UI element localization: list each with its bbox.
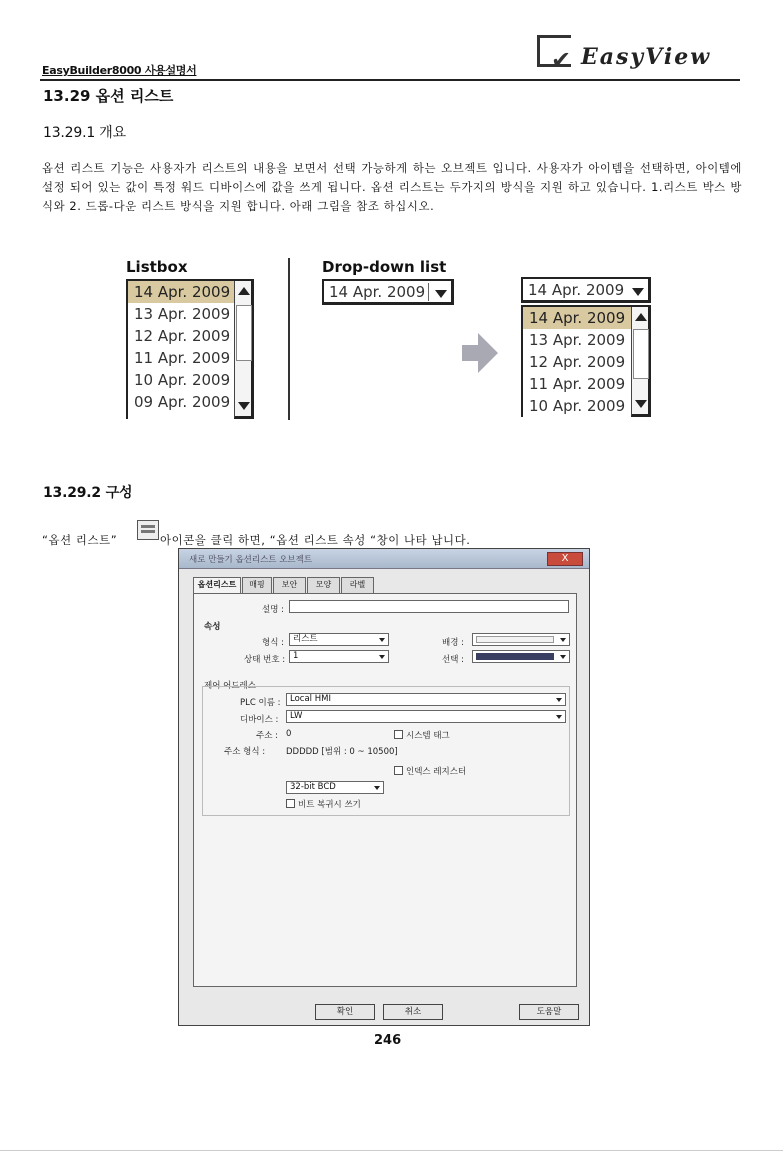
expanded-item: 13 Apr. 2009 xyxy=(529,331,626,349)
bcd-value: 32-bit BCD xyxy=(290,782,336,792)
easyview-logo xyxy=(537,32,722,74)
dropdown-separator xyxy=(428,283,429,301)
select-color-label: 선택 : xyxy=(442,655,464,665)
tab-mapping[interactable]: 매핑 xyxy=(242,577,272,593)
address-format-value: DDDDD [범위 : 0 ~ 10500] xyxy=(286,747,398,757)
state-label: 상태 번호 : xyxy=(244,655,286,665)
attributes-heading: 속성 xyxy=(204,622,221,632)
no-copy-label: 비트 복귀시 쓰기 xyxy=(298,800,361,810)
device-select[interactable] xyxy=(286,710,566,723)
expanded-items xyxy=(523,307,631,417)
help-button[interactable]: 도움말 xyxy=(519,1004,579,1020)
scroll-down-arrow-icon xyxy=(635,400,647,408)
desc-input[interactable] xyxy=(289,600,569,613)
figure-divider xyxy=(288,258,290,420)
state-value: 1 xyxy=(293,651,299,661)
dropdown-label: Drop-down list xyxy=(322,258,447,276)
option-list-dialog xyxy=(178,548,590,1026)
system-tag-label: 시스템 태그 xyxy=(406,731,450,741)
chevron-down-icon xyxy=(374,786,380,790)
expanded-item-selected: 14 Apr. 2009 xyxy=(523,307,631,329)
background-label: 배경 : xyxy=(442,638,464,648)
option-list-icon xyxy=(137,520,159,540)
listbox-item: 10 Apr. 2009 xyxy=(134,371,231,389)
dropdown-arrow-icon xyxy=(435,290,447,298)
plc-label: PLC 이름 : xyxy=(240,698,281,708)
chevron-down-icon xyxy=(379,638,385,642)
listbox-items xyxy=(128,281,236,413)
dropdown-example xyxy=(322,279,454,305)
dropdown-value: 14 Apr. 2009 xyxy=(329,283,426,301)
scroll-thumb xyxy=(236,305,252,361)
desc-label: 설명 : xyxy=(262,605,284,615)
index-register-label: 인덱스 레지스터 xyxy=(406,767,467,777)
index-register-checkbox[interactable] xyxy=(394,766,403,775)
overview-paragraph: 옵션 리스트 기능은 사용자가 리스트의 내용을 보면서 선택 가능하게 하는 오브젝트 입니다. 사용자가 아이템을 선택하면, 아이템에 설정 되어 있는 값이 특정 워드 디바이스에 값을 쓰게 됩니다. 옵션 리스트는 두가지의 방식을 지원 하고 있습니다. 1.리스트 박스 방식와 2. 드롭-다운 리스트 방식을 지원 합니다. 아래 그림을 참조 하십시오. xyxy=(42,161,742,213)
bcd-select[interactable] xyxy=(286,781,384,794)
listbox-item: 11 Apr. 2009 xyxy=(134,349,231,367)
listbox-label: Listbox xyxy=(126,258,188,276)
ok-button[interactable]: 확인 xyxy=(315,1004,375,1020)
cancel-button[interactable]: 취소 xyxy=(383,1004,443,1020)
format-value: 리스트 xyxy=(293,634,318,644)
listbox-item: 09 Apr. 2009 xyxy=(134,393,231,411)
dialog-panel xyxy=(193,593,577,987)
device-label: 디바이스 : xyxy=(240,715,279,725)
footer-rule xyxy=(0,1150,783,1151)
expanded-dropdown-arrow-icon xyxy=(632,288,644,296)
logo-text: EasyView xyxy=(581,44,712,70)
state-select[interactable] xyxy=(289,650,389,663)
format-label: 형식 : xyxy=(262,638,284,648)
subsection-overview-title: 13.29.1 개요 xyxy=(43,125,126,141)
expanded-dropdown-header xyxy=(521,277,651,303)
scroll-up-arrow-icon xyxy=(238,287,250,295)
system-tag-checkbox[interactable] xyxy=(394,730,403,739)
device-value: LW xyxy=(290,711,303,721)
listbox-scrollbar xyxy=(234,281,254,419)
document-title: EasyBuilder8000 사용설명서 xyxy=(42,64,197,77)
expanded-item: 12 Apr. 2009 xyxy=(529,353,626,371)
scroll-down-arrow-icon xyxy=(238,402,250,410)
close-button[interactable]: X xyxy=(547,552,583,566)
plc-select[interactable] xyxy=(286,693,566,706)
tab-label[interactable]: 라벨 xyxy=(341,577,374,593)
chevron-down-icon xyxy=(379,655,385,659)
listbox-item: 12 Apr. 2009 xyxy=(134,327,231,345)
chevron-down-icon xyxy=(556,698,562,702)
no-copy-checkbox[interactable] xyxy=(286,799,295,808)
expanded-item: 11 Apr. 2009 xyxy=(529,375,626,393)
header-rule xyxy=(40,79,740,81)
chevron-down-icon xyxy=(556,715,562,719)
subsection-config-title: 13.29.2 구성 xyxy=(43,485,133,501)
background-color-select[interactable] xyxy=(472,633,570,646)
address-value[interactable]: 0 xyxy=(286,729,292,739)
listbox-example xyxy=(126,279,254,419)
tab-shape[interactable]: 모양 xyxy=(307,577,340,593)
listbox-item: 13 Apr. 2009 xyxy=(134,305,231,323)
address-label: 주소 : xyxy=(256,731,278,741)
dialog-titlebar xyxy=(179,549,589,569)
chevron-down-icon xyxy=(560,655,566,659)
address-format-label: 주소 형식 : xyxy=(224,747,266,757)
tab-option-list[interactable]: 옵션리스트 xyxy=(193,577,241,594)
expanded-dropdown-list xyxy=(521,305,651,417)
control-address-heading: 제어 어드레스 xyxy=(204,681,256,691)
background-swatch xyxy=(476,636,554,643)
instruction-prefix: “옵션 리스트” xyxy=(42,533,118,547)
expanded-scrollbar xyxy=(631,307,651,417)
scroll-up-arrow-icon xyxy=(635,313,647,321)
plc-value: Local HMI xyxy=(290,694,331,704)
format-select[interactable] xyxy=(289,633,389,646)
tab-security[interactable]: 보안 xyxy=(273,577,306,593)
page-number: 246 xyxy=(374,1033,402,1048)
select-swatch xyxy=(476,653,554,660)
logo-check-icon: ✔ xyxy=(551,46,572,74)
scroll-thumb xyxy=(633,329,649,379)
select-color-select[interactable] xyxy=(472,650,570,663)
expanded-item: 10 Apr. 2009 xyxy=(529,397,626,415)
chevron-down-icon xyxy=(560,638,566,642)
section-title: 13.29 옵션 리스트 xyxy=(43,87,174,105)
right-arrow-icon xyxy=(462,333,498,373)
instruction-suffix: 아이콘을 클릭 하면, “옵션 리스트 속성 “창이 나타 납니다. xyxy=(160,533,471,547)
dialog-title: 새로 만들기 옵션리스트 오브젝트 xyxy=(189,555,313,565)
expanded-dropdown-value: 14 Apr. 2009 xyxy=(528,281,625,299)
listbox-item-selected: 14 Apr. 2009 xyxy=(128,281,236,303)
